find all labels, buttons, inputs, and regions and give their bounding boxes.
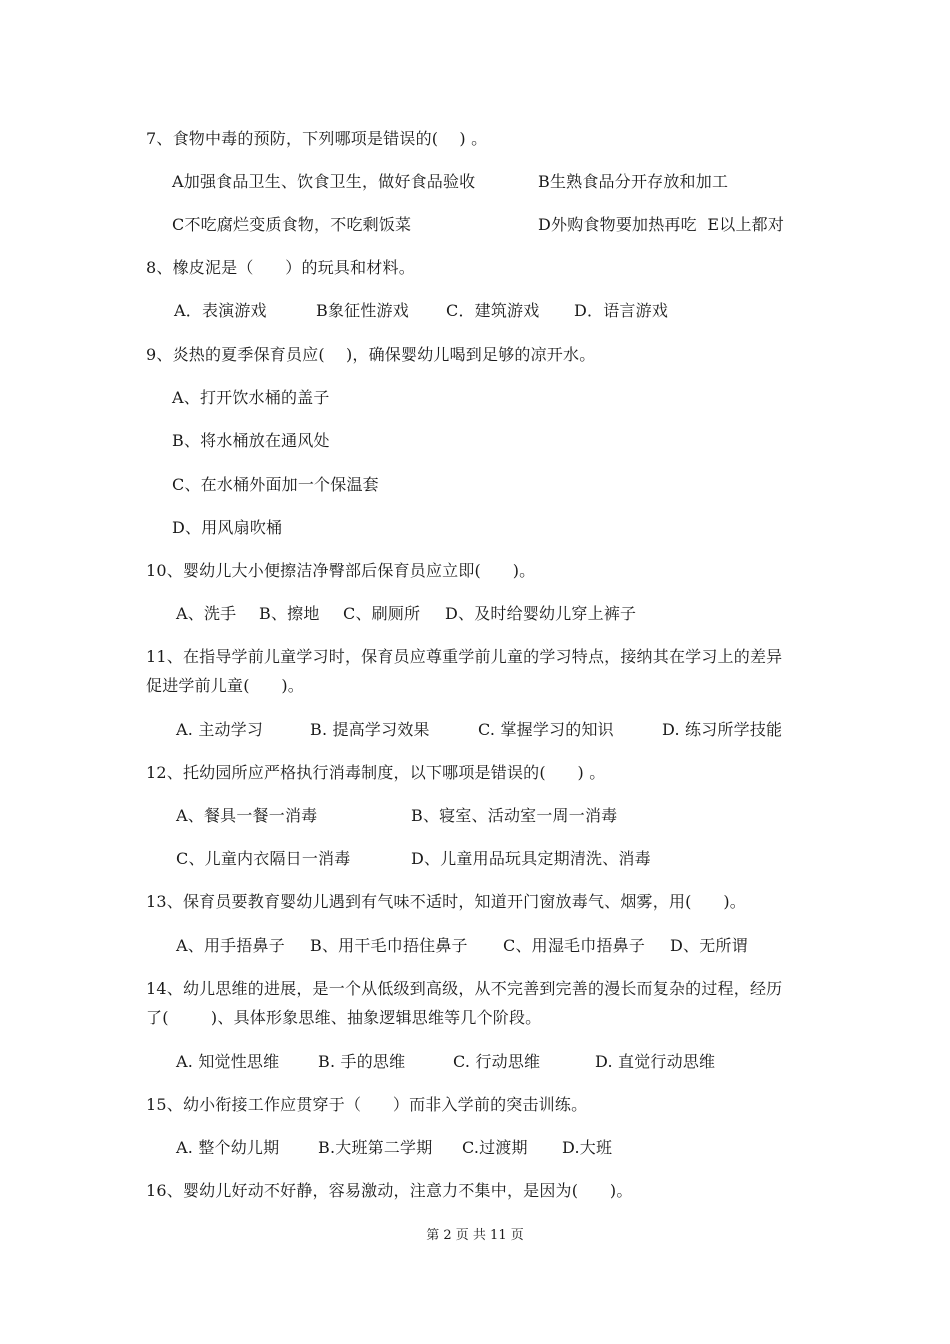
question-9-option-d: D、用风扇吹桶: [172, 518, 283, 537]
question-14-option-a: A. 知觉性思维: [176, 1052, 280, 1071]
question-9-option-c: C、在水桶外面加一个保温套: [172, 475, 379, 494]
question-15-option-c: C.过渡期: [462, 1138, 528, 1157]
question-11-stem-line-2: 促进学前儿童( )。: [146, 676, 305, 695]
question-11-option-a: A. 主动学习: [176, 720, 264, 739]
question-13-stem: 13、保育员要教育婴幼儿遇到有气味不适时，知道开门窗放毒气、烟雾，用( )。: [146, 892, 746, 911]
question-9-option-b: B、将水桶放在通风处: [172, 431, 330, 450]
question-11-option-d: D. 练习所学技能: [662, 720, 783, 739]
question-8-stem: 8、橡皮泥是（ ）的玩具和材料。: [146, 258, 415, 277]
question-9-stem: 9、炎热的夏季保育员应( )，确保婴幼儿喝到足够的凉开水。: [146, 345, 596, 364]
question-10-option-d: D、及时给婴幼儿穿上裤子: [445, 604, 637, 623]
question-15-option-a: A. 整个幼儿期: [176, 1138, 280, 1157]
question-10-option-b: B、擦地: [259, 604, 320, 623]
question-11-stem-line-1: 11、在指导学前儿童学习时，保育员应尊重学前儿童的学习特点，接纳其在学习上的差异: [146, 647, 783, 666]
question-10-option-a: A、洗手: [176, 604, 237, 623]
question-14-option-d: D. 直觉行动思维: [595, 1052, 716, 1071]
question-15-option-b: B.大班第二学期: [318, 1138, 433, 1157]
question-8-option-b: B象征性游戏: [316, 301, 409, 320]
question-15-stem: 15、幼小衔接工作应贯穿于（ ）而非入学前的突击训练。: [146, 1095, 588, 1114]
question-7-option-a: A加强食品卫生、饮食卫生，做好食品验收: [172, 172, 476, 191]
question-12-option-c: C、儿童内衣隔日一消毒: [176, 849, 351, 868]
question-14-stem-line-1: 14、幼儿思维的进展，是一个从低级到高级，从不完善到完善的漫长而复杂的过程，经历: [146, 979, 783, 998]
question-14-option-c: C. 行动思维: [453, 1052, 541, 1071]
question-14-stem-line-2: 了( )、具体形象思维、抽象逻辑思维等几个阶段。: [146, 1008, 542, 1027]
question-16-stem: 16、婴幼儿好动不好静，容易激动，注意力不集中，是因为( )。: [146, 1181, 633, 1200]
question-14-option-b: B. 手的思维: [318, 1052, 406, 1071]
question-7-option-d: D外购食物要加热再吃 E以上都对: [538, 215, 785, 234]
question-13-option-c: C、用湿毛巾捂鼻子: [503, 936, 646, 955]
question-7-option-b: B生熟食品分开存放和加工: [538, 172, 729, 191]
question-8-option-a: A．表演游戏: [174, 301, 267, 320]
question-13-option-b: B、用干毛巾捂住鼻子: [310, 936, 468, 955]
question-7-stem: 7、食物中毒的预防，下列哪项是错误的( ) 。: [146, 129, 488, 148]
question-12-option-b: B、寝室、活动室一周一消毒: [411, 806, 618, 825]
question-12-option-a: A、餐具一餐一消毒: [176, 806, 318, 825]
question-12-option-d: D、儿童用品玩具定期清洗、消毒: [411, 849, 651, 868]
question-13-option-d: D、无所谓: [670, 936, 748, 955]
question-9-option-a: A、打开饮水桶的盖子: [172, 388, 330, 407]
question-15-option-d: D.大班: [562, 1138, 613, 1157]
question-8-option-c: C．建筑游戏: [446, 301, 540, 320]
question-8-option-d: D．语言游戏: [574, 301, 669, 320]
page-number-footer: 第 2 页 共 11 页: [426, 1228, 524, 1243]
question-10-option-c: C、刷厕所: [343, 604, 421, 623]
question-7-option-c: C不吃腐烂变质食物，不吃剩饭菜: [172, 215, 412, 234]
question-10-stem: 10、婴幼儿大小便擦洁净臀部后保育员应立即( )。: [146, 561, 536, 580]
question-11-option-b: B. 提高学习效果: [310, 720, 430, 739]
question-13-option-a: A、用手捂鼻子: [176, 936, 285, 955]
question-11-option-c: C. 掌握学习的知识: [478, 720, 614, 739]
question-12-stem: 12、托幼园所应严格执行消毒制度，以下哪项是错误的( ) 。: [146, 763, 606, 782]
